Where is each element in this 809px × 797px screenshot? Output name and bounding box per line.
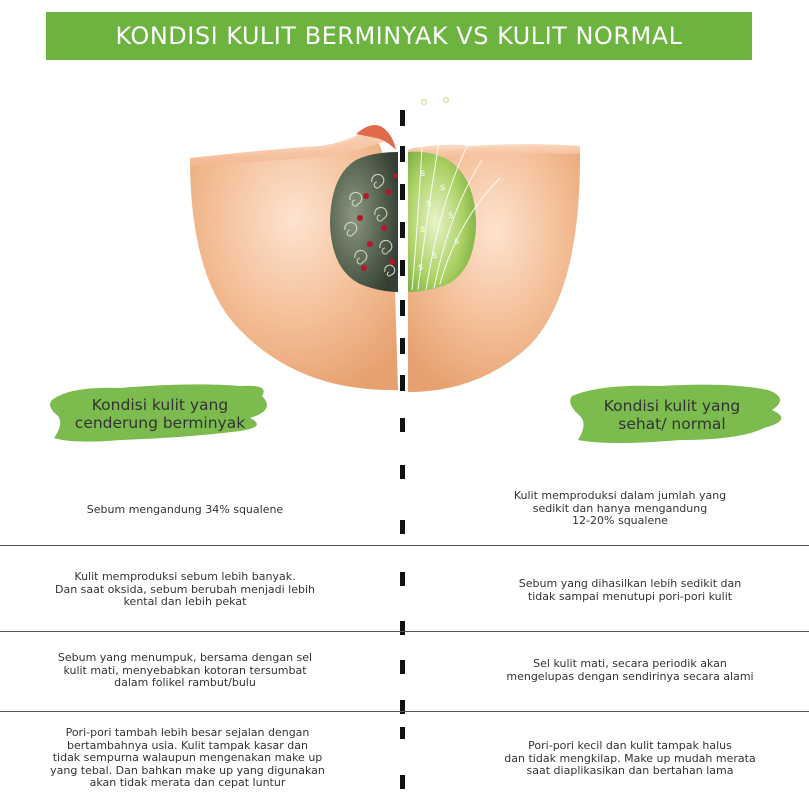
divider-dash: [400, 110, 405, 126]
divider-dash: [400, 572, 405, 586]
divider-dash: [400, 184, 405, 200]
row-2-oily: Kulit memproduksi sebum lebih banyak. Dan saat oksida, sebum berubah menjadi lebih kental dan lebih pekat: [54, 570, 316, 608]
divider-dash: [400, 727, 405, 739]
label-oily-skin: Kondisi kulit yang cenderung berminyak: [74, 396, 246, 432]
svg-text:s: s: [420, 224, 426, 235]
row-separator: [0, 631, 809, 632]
divider-dash: [400, 621, 405, 635]
row-2-normal: Sebum yang dihasilkan lebih sedikit dan tidak sampai menutupi pori-pori kulit: [518, 577, 742, 603]
divider-dash: [400, 146, 405, 162]
row-4-normal: Pori-pori kecil dan kulit tampak halus dan tidak mengkilap. Make up mudah merata saat diaplikasikan dan bertahan lama: [504, 739, 756, 777]
row-separator: [0, 545, 809, 546]
divider-dash: [400, 375, 405, 391]
svg-text:s: s: [418, 262, 424, 273]
row-separator: [0, 711, 809, 712]
svg-text:s: s: [432, 250, 438, 261]
row-1-normal: Kulit memproduksi dalam jumlah yang sedikit dan hanya mengandung 12-20% squalene: [513, 489, 727, 527]
row-1-oily: Sebum mengandung 34% squalene: [86, 503, 284, 516]
svg-text:s: s: [426, 198, 432, 209]
divider-dash: [400, 520, 405, 534]
row-3-normal: Sel kulit mati, secara periodik akan mengelupas dengan sendirinya secara alami: [506, 657, 754, 683]
divider-dash: [400, 465, 405, 479]
divider-dash: [400, 660, 405, 674]
divider-dash: [400, 300, 405, 316]
svg-text:s: s: [440, 182, 446, 193]
divider-dash: [400, 222, 405, 238]
page-title: KONDISI KULIT BERMINYAK VS KULIT NORMAL: [115, 22, 683, 50]
divider-dash: [400, 338, 405, 354]
divider-dash: [400, 418, 405, 432]
svg-text:s: s: [454, 236, 460, 247]
row-4-oily: Pori-pori tambah lebih besar sejalan dengan bertambahnya usia. Kulit tampak kasar dan tidak sempurna walaupun mengenakan make up yang tebal. Dan bahkan make up yang digunakan akan tidak merata dan cepat luntur: [50, 726, 325, 789]
svg-text:s: s: [448, 210, 454, 221]
svg-text:s: s: [420, 168, 426, 179]
divider-dash: [400, 775, 405, 789]
label-normal-skin: Kondisi kulit yang sehat/ normal: [603, 397, 741, 433]
row-3-oily: Sebum yang menumpuk, bersama dengan sel kulit mati, menyebabkan kotoran tersumbat dalam folikel rambut/bulu: [57, 651, 313, 689]
divider-dash: [400, 260, 405, 276]
